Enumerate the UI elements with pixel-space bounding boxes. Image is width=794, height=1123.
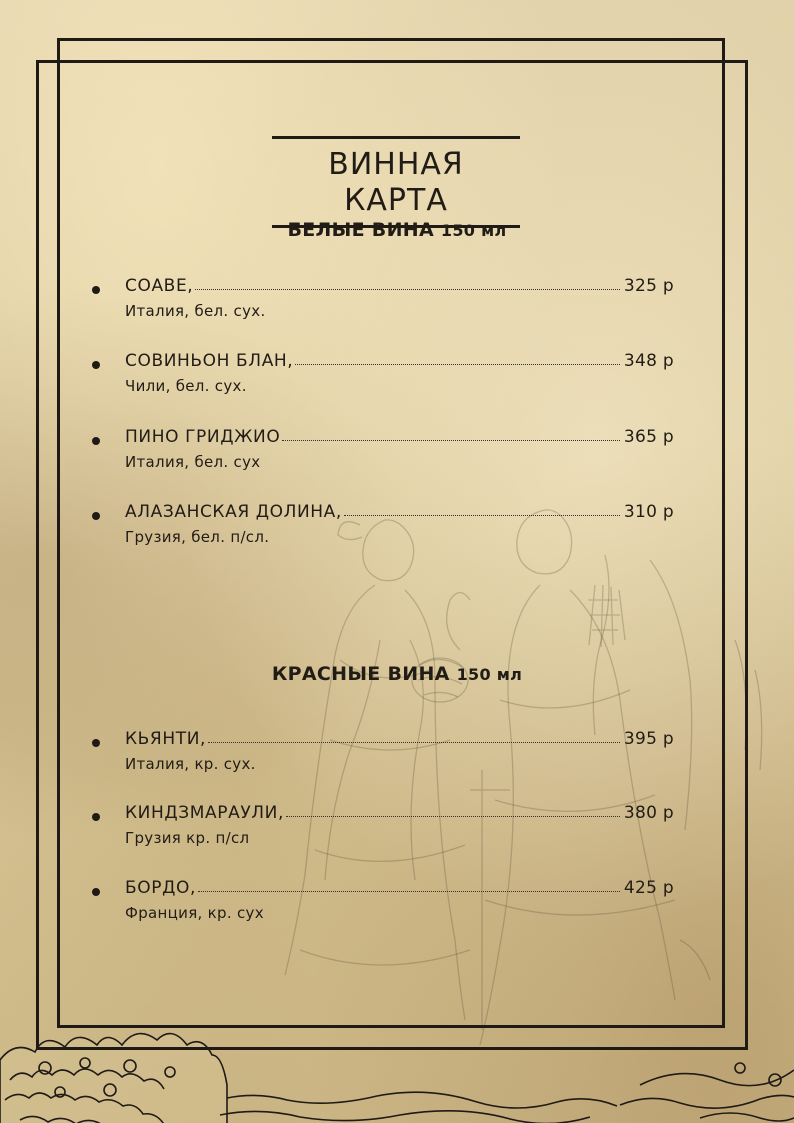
title-block: [272, 136, 520, 228]
item-price: 310 р: [623, 502, 674, 522]
menu-item: [90, 878, 674, 922]
dot-leader: [295, 363, 620, 365]
item-price: 395 р: [623, 729, 674, 749]
bullet-icon: [92, 512, 100, 520]
menu-item: [90, 803, 674, 847]
dot-leader: [286, 815, 620, 817]
item-price: 425 р: [623, 878, 674, 898]
item-description: Грузия кр. п/сл: [125, 829, 250, 847]
menu-item: [90, 351, 674, 395]
section-heading-red: [0, 663, 794, 685]
menu-item: [90, 502, 674, 546]
page-title: ВИННАЯ КАРТА: [328, 147, 464, 218]
menu-item: [90, 276, 674, 320]
item-name: БОРДО,: [125, 878, 196, 898]
menu-item: [90, 427, 674, 471]
item-price: 348 р: [623, 351, 674, 371]
item-name: КИНДЗМАРАУЛИ,: [125, 803, 284, 823]
item-description: Италия, бел. сух: [125, 453, 261, 471]
item-price: 325 р: [623, 276, 674, 296]
section-heading-white: [0, 219, 794, 241]
bullet-icon: [92, 813, 100, 821]
item-description: Грузия, бел. п/сл.: [125, 528, 270, 546]
dot-leader: [208, 741, 620, 743]
item-name: ПИНО ГРИДЖИО: [125, 427, 281, 447]
item-name: СОВИНЬОН БЛАН,: [125, 351, 294, 371]
bullet-icon: [92, 286, 100, 294]
section-heading-volume: 150 мл: [456, 665, 523, 684]
dot-leader: [195, 288, 620, 290]
bullet-icon: [92, 437, 100, 445]
menu-item: [90, 729, 674, 773]
item-name: КЬЯНТИ,: [125, 729, 207, 749]
dot-leader: [198, 890, 620, 892]
item-price: 365 р: [623, 427, 674, 447]
bullet-icon: [92, 888, 100, 896]
item-description: Франция, кр. сух: [125, 904, 264, 922]
bullet-icon: [92, 361, 100, 369]
section-heading-label: БЕЛЫЕ ВИНА: [287, 219, 434, 241]
dot-leader: [282, 439, 620, 441]
item-description: Чили, бел. сух.: [125, 377, 247, 395]
bullet-icon: [92, 739, 100, 747]
item-name: СОАВЕ,: [125, 276, 194, 296]
item-description: Италия, бел. сух.: [125, 302, 266, 320]
dot-leader: [344, 514, 620, 516]
item-name: АЛАЗАНСКАЯ ДОЛИНА,: [125, 502, 342, 522]
item-description: Италия, кр. сух.: [125, 755, 256, 773]
item-price: 380 р: [623, 803, 674, 823]
section-heading-label: КРАСНЫЕ ВИНА: [271, 663, 450, 685]
section-heading-volume: 150 мл: [440, 221, 507, 240]
